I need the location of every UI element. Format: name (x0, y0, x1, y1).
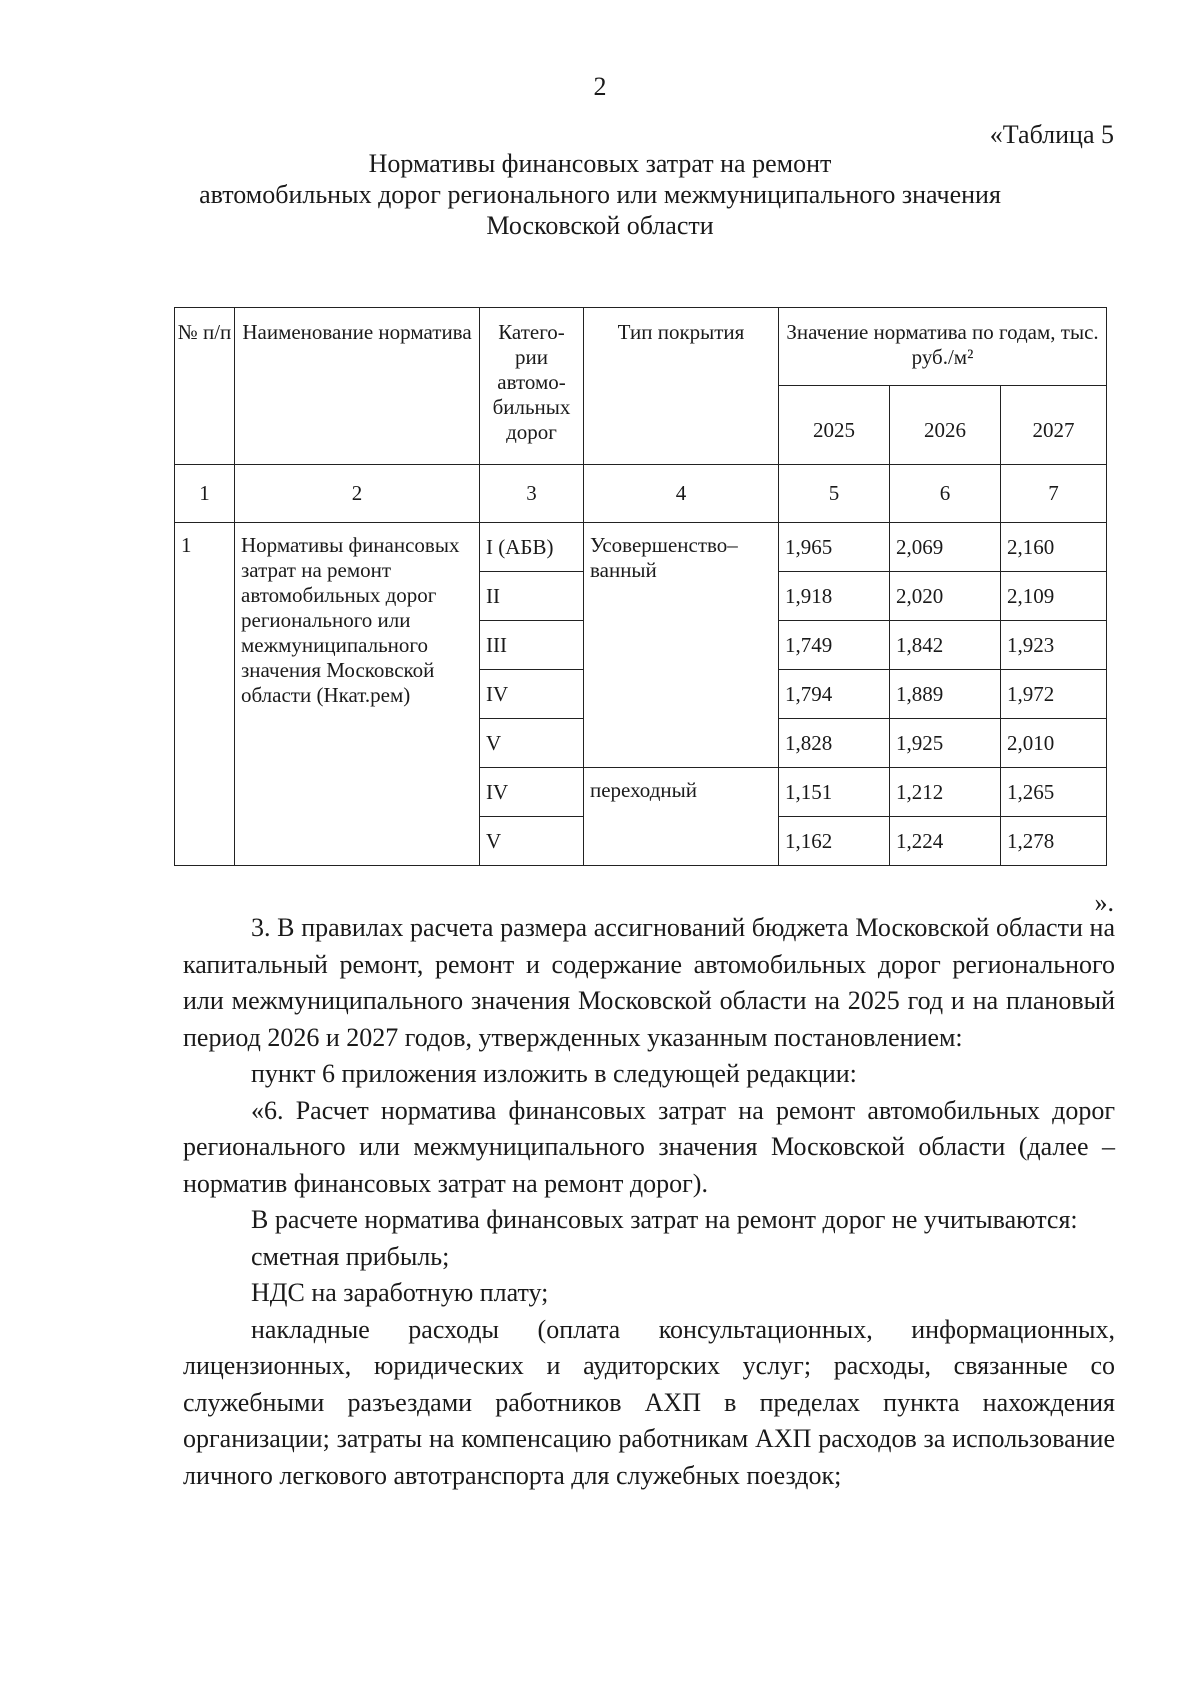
page-number: 2 (593, 72, 607, 101)
column-number: 2 (235, 465, 480, 523)
value-cell: 1,923 (1001, 621, 1107, 670)
column-number: 6 (890, 465, 1001, 523)
category-cell: IV (480, 768, 584, 817)
table-title (160, 148, 1040, 241)
title-line: Нормативы финансовых затрат на ремонт (368, 149, 832, 178)
header-year: 2027 (1001, 386, 1107, 465)
value-cell: 1,212 (890, 768, 1001, 817)
row-name: Нормативы финансовых затрат на ремонт автомобильных дорог регионального или межмуниципального значения Московской области (Нкат.рем) (235, 523, 480, 866)
value-cell: 1,794 (779, 670, 890, 719)
header-surface: Тип покрытия (584, 308, 779, 465)
surface-type-cell: переходный (584, 768, 779, 866)
value-cell: 2,160 (1001, 523, 1107, 572)
value-cell: 1,265 (1001, 768, 1107, 817)
category-cell: V (480, 817, 584, 866)
table-label: «Таблица 5 (989, 120, 1114, 149)
category-cell: I (АБВ) (480, 523, 584, 572)
category-cell: III (480, 621, 584, 670)
title-line: автомобильных дорог регионального или межмуниципального значения (199, 180, 1001, 209)
value-cell: 2,010 (1001, 719, 1107, 768)
norms-table (174, 307, 1107, 866)
column-number: 5 (779, 465, 890, 523)
value-cell: 2,109 (1001, 572, 1107, 621)
value-cell: 1,224 (890, 817, 1001, 866)
surface-type-cell: Усовершенство–ванный (584, 523, 779, 768)
paragraph: НДС на заработную плату; (251, 1278, 549, 1307)
header-year: 2026 (890, 386, 1001, 465)
paragraph: пункт 6 приложения изложить в следующей редакции: (251, 1059, 857, 1088)
value-cell: 1,925 (890, 719, 1001, 768)
value-cell: 1,842 (890, 621, 1001, 670)
header-num: № п/п (175, 308, 235, 465)
value-cell: 2,069 (890, 523, 1001, 572)
value-cell: 2,020 (890, 572, 1001, 621)
header-value: Значение норматива по годам, тыс. руб./м² (779, 308, 1107, 386)
paragraph: накладные расходы (оплата консультационных, информационных, лицензионных, юридических и аудиторских услуг; расходы, связанные со служебными разъездами работников АХП в пределах пункта нахождения организации; затраты на компенсацию работникам АХП расходов за использование личного легкового автотранспорта для служебных поездок; (183, 1314, 1115, 1490)
value-cell: 1,151 (779, 768, 890, 817)
value-cell: 1,828 (779, 719, 890, 768)
row-number: 1 (175, 523, 235, 866)
column-number: 3 (480, 465, 584, 523)
category-cell: IV (480, 670, 584, 719)
value-cell: 1,889 (890, 670, 1001, 719)
header-year: 2025 (779, 386, 890, 465)
body-text (183, 910, 1115, 1494)
column-number: 1 (175, 465, 235, 523)
category-cell: II (480, 572, 584, 621)
category-cell: V (480, 719, 584, 768)
paragraph: В расчете норматива финансовых затрат на ремонт дорог не учитываются: (251, 1205, 1078, 1234)
paragraph: сметная прибыль; (251, 1241, 450, 1271)
value-cell: 1,972 (1001, 670, 1107, 719)
header-category: Катего-рии автомо-бильных дорог (480, 308, 584, 465)
column-number: 7 (1001, 465, 1107, 523)
header-name: Наименование норматива (235, 308, 480, 465)
value-cell: 1,162 (779, 817, 890, 866)
column-number: 4 (584, 465, 779, 523)
value-cell: 1,965 (779, 523, 890, 572)
value-cell: 1,278 (1001, 817, 1107, 866)
value-cell: 1,749 (779, 621, 890, 670)
title-line: Московской области (486, 211, 714, 240)
value-cell: 1,918 (779, 572, 890, 621)
paragraph: «6. Расчет норматива финансовых затрат на ремонт автомобильных дорог регионального или межмуниципального значения Московской области (далее – норматив финансовых затрат на ремонт дорог). (183, 1095, 1115, 1198)
paragraph: 3. В правилах расчета размера ассигнований бюджета Московской области на капитальный ремонт, ремонт и содержание автомобильных дорог регионального или межмуниципального значения Московской области на 2025 год и на плановый период 2026 и 2027 годов, утвержденных указанным постановлением: (183, 913, 1115, 1052)
closing-quote: ». (1094, 888, 1114, 917)
